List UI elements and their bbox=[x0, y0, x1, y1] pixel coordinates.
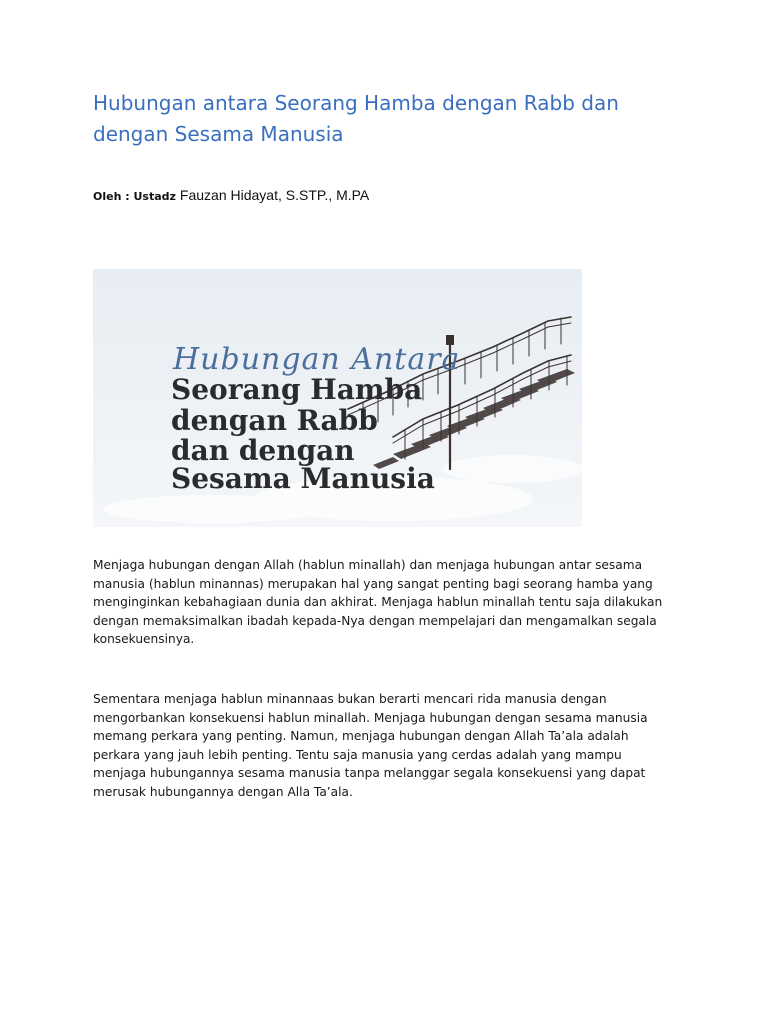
author-name: Fauzan Hidayat, S.STP., M.PA bbox=[179, 187, 370, 203]
byline bbox=[93, 187, 369, 205]
body-paragraph-2: Sementara menjaga hablun minannaas bukan berarti mencari rida manusia dengan mengorbankan konsekuensi hablun minallah. Menjaga hubungan dengan sesama manusia memang perkara yang penting. Namun, menjaga hubungan dengan Allah Ta’ala adalah perkara yang jauh lebih penting. Tentu saja manusia yang cerdas adalah yang mampu menjaga hubungannya sesama manusia tanpa melanggar segala konsekuensi yang dapat merusak hubungannya dengan Alla Ta’ala. bbox=[93, 692, 648, 799]
byline-prefix: Oleh : Ustadz bbox=[93, 190, 176, 203]
article-title: Hubungan antara Seorang Hamba dengan Rabb dan dengan Sesama Manusia bbox=[93, 91, 619, 146]
banner-heading-line-4: Sesama Manusia bbox=[171, 462, 435, 495]
article-banner-image bbox=[93, 269, 582, 527]
banner-script-text: Hubungan Antara bbox=[173, 342, 461, 377]
banner-heading-line-2: dengan Rabb bbox=[171, 404, 378, 437]
banner-heading-line-1: Seorang Hamba bbox=[171, 373, 423, 406]
body-paragraph-1: Menjaga hubungan dengan Allah (hablun minallah) dan menjaga hubungan antar sesama manusia (hablun minannas) merupakan hal yang sangat penting bagi seorang hamba yang menginginkan kebahagiaan dunia dan akhirat. Menjaga hablun minallah tentu saja dilakukan dengan memaksimalkan ibadah kepada-Nya dengan mempelajari dan mengamalkan segala konsekuensinya. bbox=[93, 558, 663, 647]
banner-heading-line-3: dan dengan bbox=[171, 434, 355, 467]
